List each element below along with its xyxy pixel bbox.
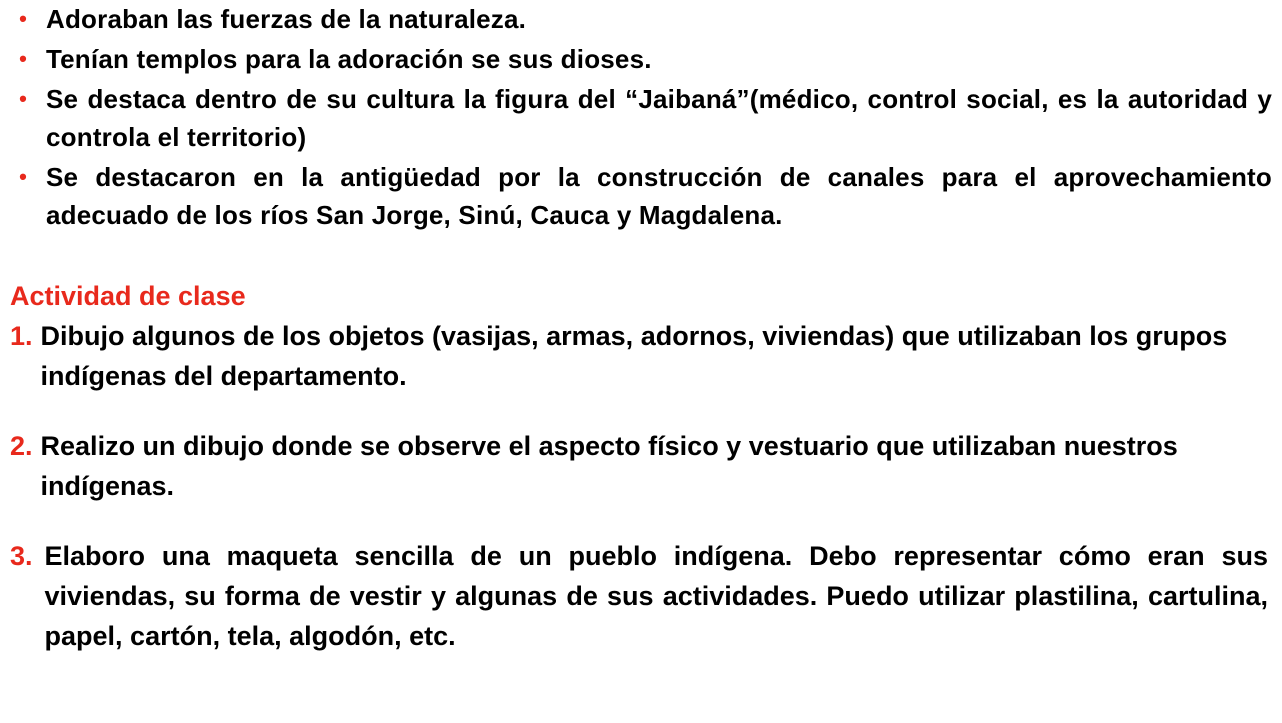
bullet-marker-icon: • [19, 86, 27, 111]
bullet-text: Se destacaron en la antigüedad por la construcción de canales para el aprovechamiento adecuado de los ríos San Jorge, Sinú, Cauca y Magdalena. [46, 162, 1272, 230]
task-item-2 [10, 426, 1282, 506]
task-item-3 [10, 536, 1282, 656]
task-text: Elaboro una maqueta sencilla de un pueblo indígena. Debo representar cómo eran sus viviendas, su forma de vestir y algunas de sus actividades. Puedo utilizar plastilina, cartulina, papel, cartón, tela, algodón, etc. [44, 541, 1268, 651]
list-item [0, 40, 1282, 78]
activity-heading: Actividad de clase [10, 281, 246, 311]
spacer [0, 506, 1282, 536]
spacer [0, 396, 1282, 426]
bullet-text: Se destaca dentro de su cultura la figura del “Jaibaná”(médico, control social, es la autoridad y controla el territorio) [46, 84, 1272, 152]
bullet-marker-icon: • [19, 164, 27, 189]
task-number: 2. [10, 431, 33, 461]
bullet-marker-icon: • [19, 46, 27, 71]
bullet-marker-icon: • [19, 6, 27, 31]
task-item-1 [10, 316, 1282, 396]
list-item [0, 80, 1282, 156]
task-text: Realizo un dibujo donde se observe el aspecto físico y vestuario que utilizaban nuestros indígenas. [40, 431, 1178, 501]
bullet-text: Tenían templos para la adoración se sus dioses. [46, 44, 652, 74]
spacer [0, 236, 1282, 254]
task-text: Dibujo algunos de los objetos (vasijas, armas, adornos, viviendas) que utilizaban los grupos indígenas del departamento. [40, 321, 1228, 391]
bullet-list [0, 0, 1282, 234]
list-item [0, 0, 1282, 38]
task-number: 3. [10, 541, 33, 571]
task-number: 1. [10, 321, 33, 351]
bullet-text: Adoraban las fuerzas de la naturaleza. [46, 4, 527, 34]
list-item [0, 158, 1282, 234]
